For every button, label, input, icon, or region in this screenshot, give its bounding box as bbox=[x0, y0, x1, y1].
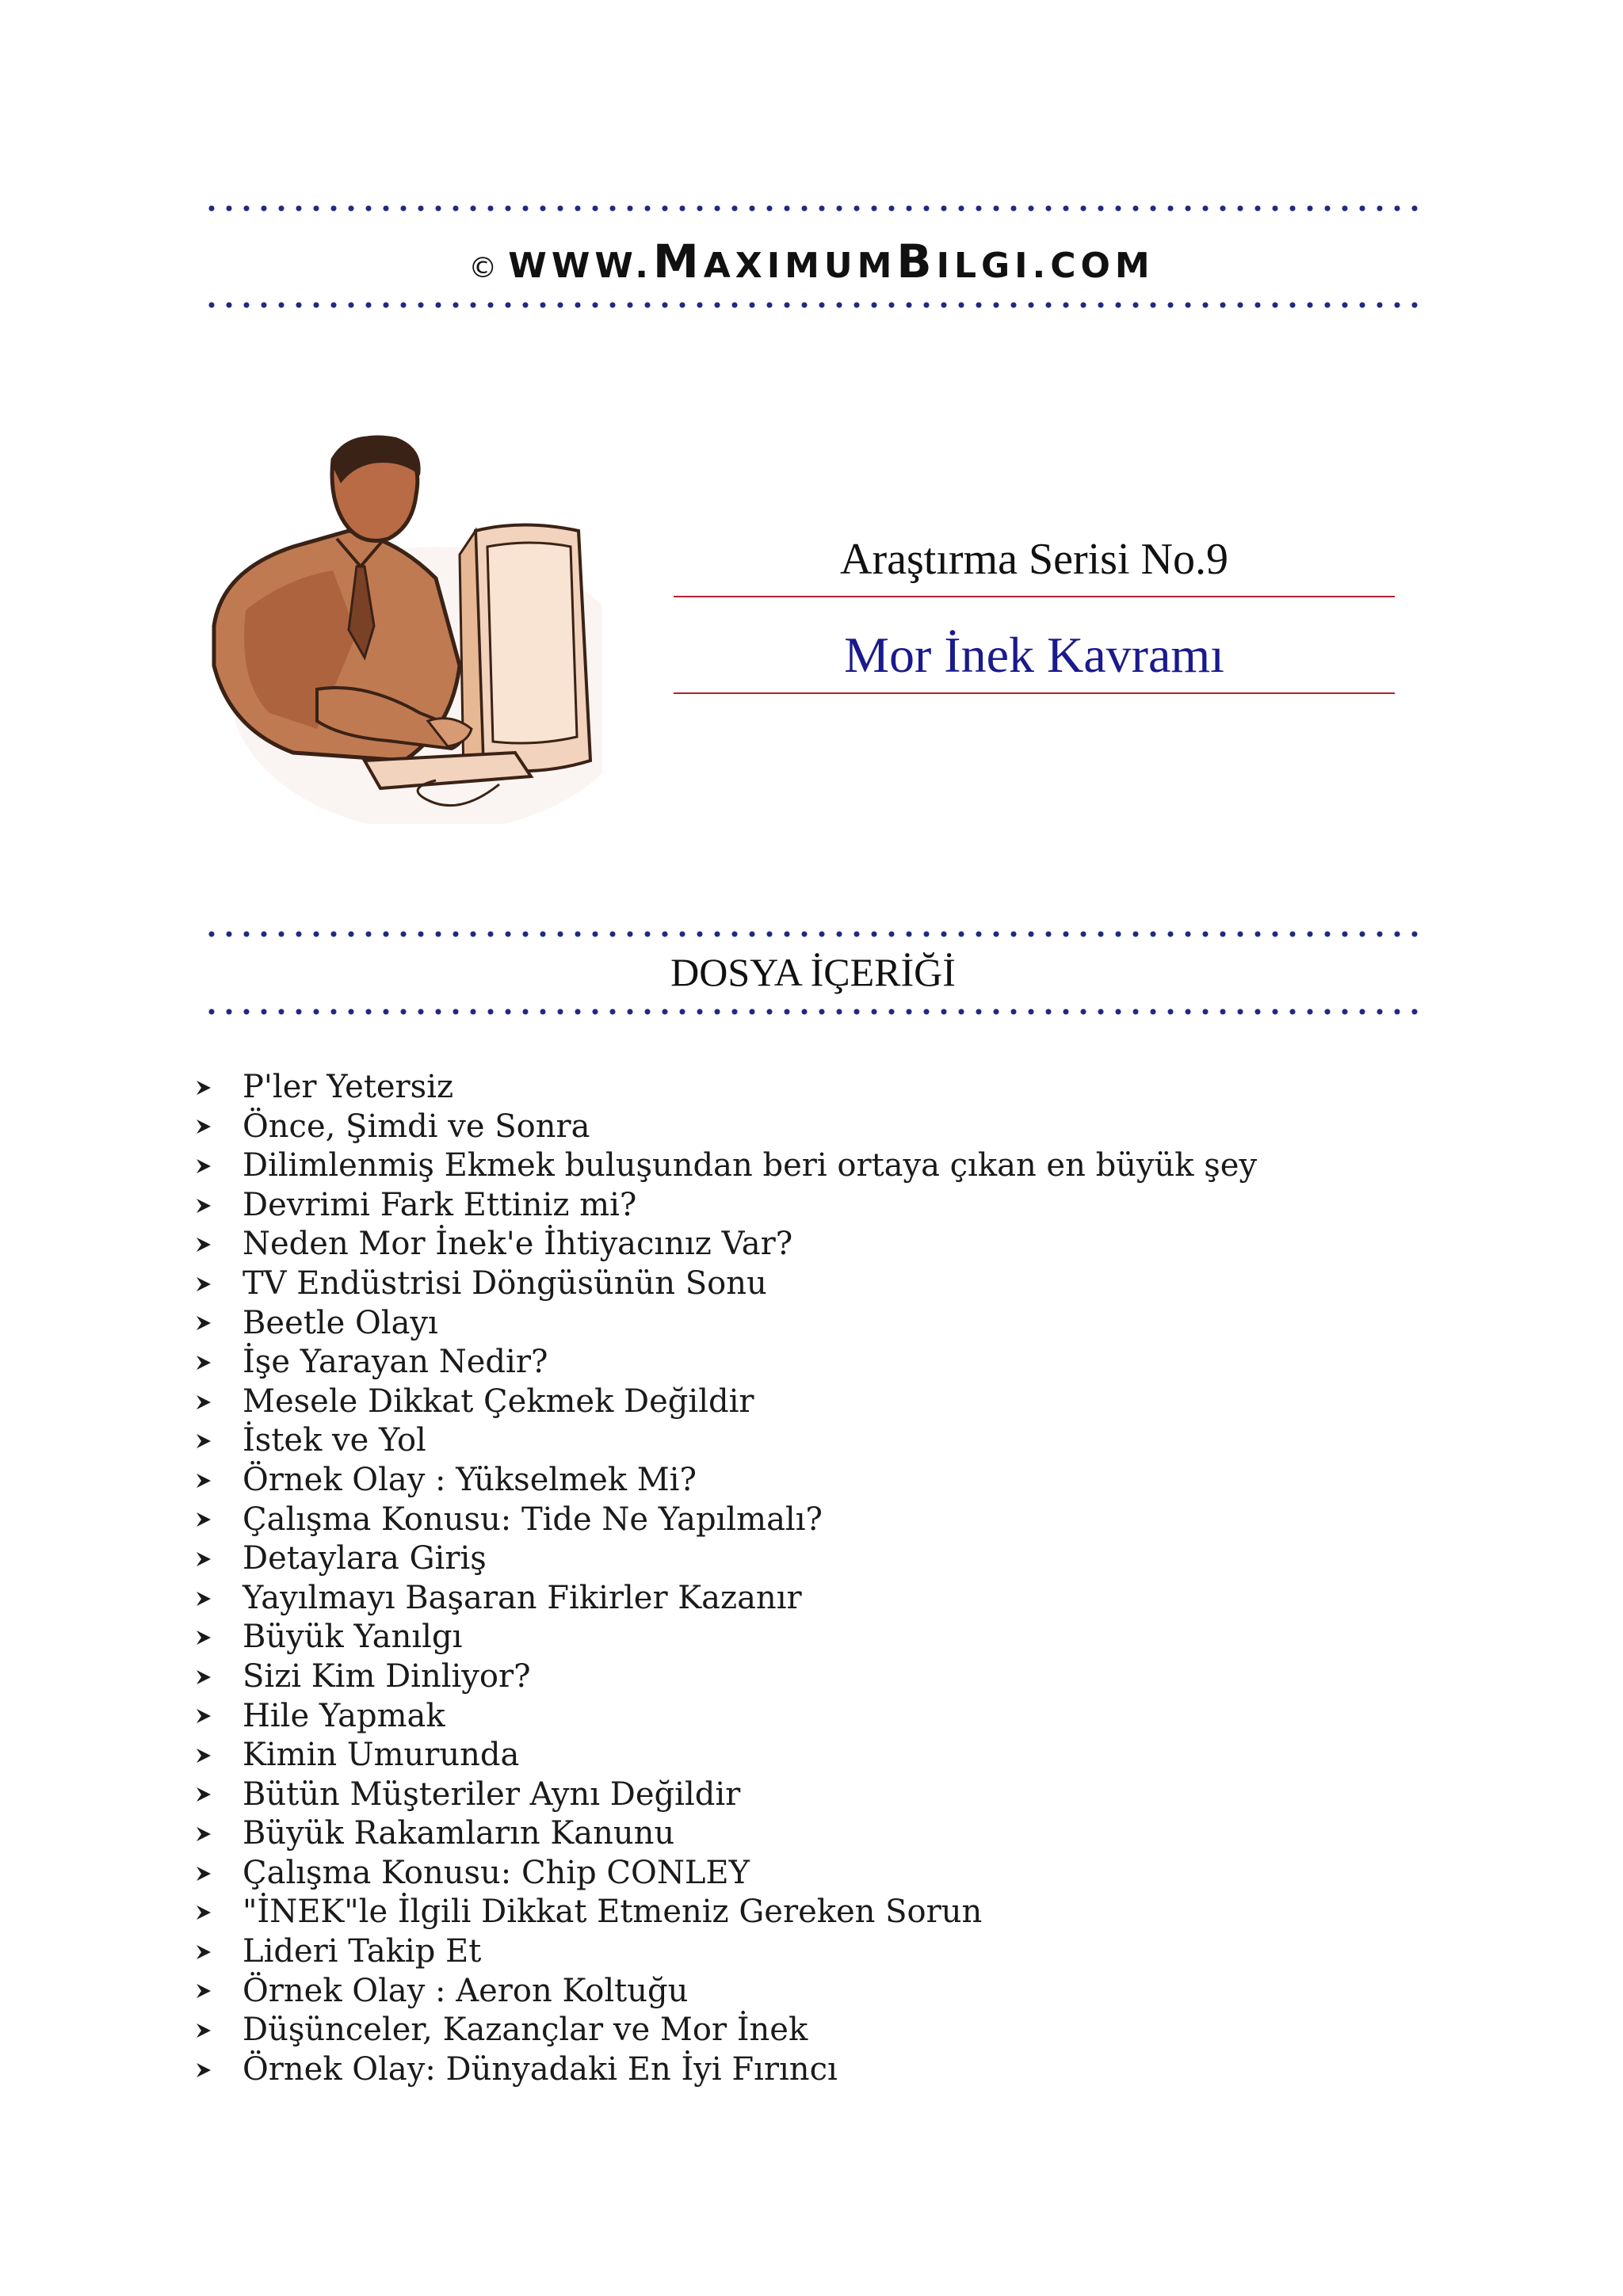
arrowhead-bullet-icon bbox=[195, 1354, 242, 1371]
arrowhead-bullet-icon bbox=[195, 1747, 242, 1764]
arrowhead-bullet-icon bbox=[195, 1394, 242, 1411]
list-item bbox=[195, 1932, 1257, 1972]
contents-heading: DOSYA İÇERİĞİ bbox=[670, 950, 956, 994]
arrowhead-bullet-icon bbox=[195, 1276, 242, 1293]
site-end: ILGI.COM bbox=[936, 246, 1155, 286]
list-item bbox=[195, 1972, 1257, 2012]
list-item-label: TV Endüstrisi Döngüsünün Sonu bbox=[242, 1264, 767, 1302]
list-item bbox=[195, 1618, 1257, 1657]
list-item-label: Örnek Olay: Dünyadaki En İyi Fırıncı bbox=[242, 2050, 838, 2088]
list-item bbox=[195, 1736, 1257, 1775]
list-item-label: Örnek Olay : Yükselmek Mi? bbox=[242, 1461, 697, 1498]
list-item bbox=[195, 1501, 1257, 1540]
list-item-label: Yayılmayı Başaran Fikirler Kazanır bbox=[242, 1579, 802, 1616]
site-cap-m: M bbox=[653, 235, 704, 288]
arrowhead-bullet-icon bbox=[195, 1669, 242, 1686]
list-item-label: Önce, Şimdi ve Sonra bbox=[242, 1108, 590, 1145]
list-item-label: P'ler Yetersiz bbox=[242, 1069, 454, 1105]
site-banner bbox=[0, 235, 1623, 288]
list-item bbox=[195, 2011, 1257, 2050]
list-item-label: "İNEK"le İlgili Dikkat Etmeniz Gereken Sorun bbox=[242, 1894, 983, 1931]
list-item bbox=[195, 1343, 1257, 1383]
arrowhead-bullet-icon bbox=[195, 1590, 242, 1608]
list-item-label: Devrimi Fark Ettiniz mi? bbox=[242, 1186, 637, 1223]
list-item bbox=[195, 1146, 1257, 1186]
arrowhead-bullet-icon bbox=[195, 1511, 242, 1528]
list-item-label: İstek ve Yol bbox=[242, 1422, 426, 1459]
arrowhead-bullet-icon bbox=[195, 1629, 242, 1646]
list-item bbox=[195, 1579, 1257, 1619]
list-item bbox=[195, 1186, 1257, 1226]
arrowhead-bullet-icon bbox=[195, 1825, 242, 1843]
series-rule-top bbox=[674, 596, 1395, 597]
site-prefix: WWW. bbox=[508, 246, 654, 286]
arrowhead-bullet-icon bbox=[195, 1865, 242, 1882]
arrowhead-bullet-icon bbox=[195, 1904, 242, 1921]
document-title: Mor İnek Kavramı bbox=[844, 627, 1224, 683]
list-item-label: Çalışma Konusu: Tide Ne Yapılmalı? bbox=[242, 1501, 823, 1538]
list-item-label: Çalışma Konusu: Chip CONLEY bbox=[242, 1854, 750, 1891]
list-item-label: Detaylara Giriş bbox=[242, 1540, 487, 1577]
site-cap-b: B bbox=[896, 235, 937, 288]
list-item bbox=[195, 1697, 1257, 1737]
contents-list bbox=[195, 1068, 1257, 2089]
arrowhead-bullet-icon bbox=[195, 1079, 242, 1097]
arrowhead-bullet-icon bbox=[195, 2022, 242, 2039]
arrowhead-bullet-icon bbox=[195, 2061, 242, 2079]
list-item-label: İşe Yarayan Nedir? bbox=[242, 1344, 548, 1381]
list-item bbox=[195, 1854, 1257, 1894]
arrowhead-bullet-icon bbox=[195, 1432, 242, 1450]
list-item-label: Kimin Umurunda bbox=[242, 1737, 520, 1774]
dotted-rule-contents-top bbox=[203, 930, 1423, 938]
list-item-label: Sizi Kim Dinliyor? bbox=[242, 1657, 531, 1695]
list-item bbox=[195, 1893, 1257, 1932]
arrowhead-bullet-icon bbox=[195, 1786, 242, 1803]
list-item bbox=[195, 1225, 1257, 1264]
list-item bbox=[195, 1108, 1257, 1147]
arrowhead-bullet-icon bbox=[195, 1314, 242, 1332]
list-item-label: Neden Mor İnek'e İhtiyacınız Var? bbox=[242, 1226, 793, 1263]
list-item-label: Bütün Müşteriler Aynı Değildir bbox=[242, 1775, 741, 1813]
list-item-label: Lideri Takip Et bbox=[242, 1933, 482, 1970]
list-item bbox=[195, 1421, 1257, 1461]
list-item bbox=[195, 1657, 1257, 1697]
arrowhead-bullet-icon bbox=[195, 1982, 242, 2000]
list-item-label: Büyük Yanılgı bbox=[242, 1619, 463, 1656]
dotted-rule-bottom bbox=[203, 301, 1423, 309]
list-item bbox=[195, 1068, 1257, 1108]
list-item-label: Beetle Olayı bbox=[242, 1304, 438, 1341]
man-at-computer-clipart bbox=[198, 428, 602, 824]
list-item-label: Hile Yapmak bbox=[242, 1697, 445, 1734]
list-item bbox=[195, 1304, 1257, 1344]
list-item bbox=[195, 2050, 1257, 2090]
list-item-label: Büyük Rakamların Kanunu bbox=[242, 1815, 675, 1852]
copyright-symbol: © bbox=[468, 252, 498, 284]
arrowhead-bullet-icon bbox=[195, 1472, 242, 1489]
list-item bbox=[195, 1461, 1257, 1501]
arrowhead-bullet-icon bbox=[195, 1550, 242, 1568]
list-item bbox=[195, 1814, 1257, 1854]
site-mid: AXIMUM bbox=[703, 246, 897, 286]
list-item bbox=[195, 1264, 1257, 1304]
list-item-label: Mesele Dikkat Çekmek Değildir bbox=[242, 1383, 754, 1420]
dotted-rule-contents-bottom bbox=[203, 1008, 1423, 1016]
list-item-label: Dilimlenmiş Ekmek buluşundan beri ortaya çıkan en büyük şey bbox=[242, 1147, 1258, 1184]
list-item bbox=[195, 1383, 1257, 1422]
arrowhead-bullet-icon bbox=[195, 1707, 242, 1725]
arrowhead-bullet-icon bbox=[195, 1943, 242, 1961]
dotted-rule-top bbox=[203, 204, 1423, 212]
arrowhead-bullet-icon bbox=[195, 1118, 242, 1135]
arrowhead-bullet-icon bbox=[195, 1158, 242, 1175]
list-item-label: Örnek Olay : Aeron Koltuğu bbox=[242, 1972, 689, 2009]
series-label: Araştırma Serisi No.9 bbox=[840, 535, 1228, 584]
list-item bbox=[195, 1775, 1257, 1815]
list-item-label: Düşünceler, Kazançlar ve Mor İnek bbox=[242, 2012, 808, 2049]
arrowhead-bullet-icon bbox=[195, 1236, 242, 1253]
list-item bbox=[195, 1539, 1257, 1579]
series-rule-bottom bbox=[674, 692, 1395, 694]
arrowhead-bullet-icon bbox=[195, 1197, 242, 1215]
